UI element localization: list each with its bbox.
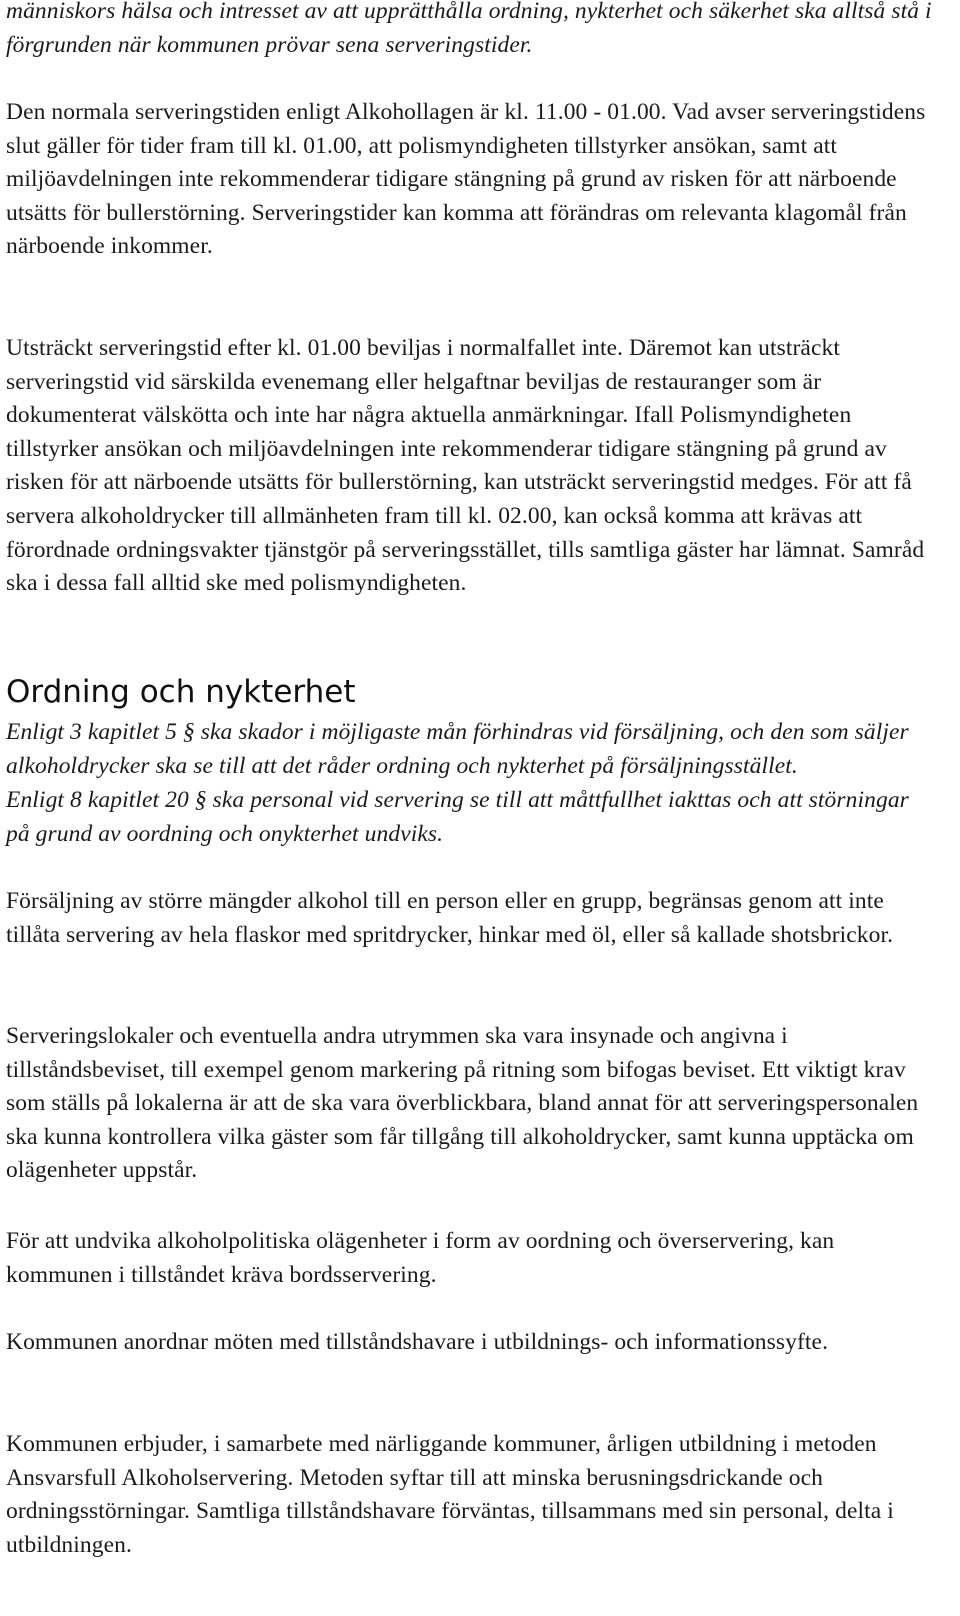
premises-section bbox=[6, 1020, 936, 1188]
normal-serving-time-section bbox=[6, 96, 936, 264]
training-section bbox=[6, 1428, 936, 1562]
extended-serving-time-section bbox=[6, 332, 936, 601]
premises-paragraph: Serveringslokaler och eventuella andra utrymmen ska vara insynade och angivna i tillståndsbeviset, till exempel genom markering på ritning som bifogas beviset. Ett viktigt krav som ställs på lokalerna är att de ska vara överblickbara, bland annat för att serveringspersonalen ska kunna kontrollera vilka gäster som får tillgång till alkoholdrycker, samt kunna upptäcka om olägenheter uppstår. bbox=[6, 1023, 919, 1184]
meetings-paragraph: Kommunen anordnar möten med tillståndshavare i utbildnings- och informationssyfte. bbox=[6, 1329, 829, 1355]
law-quote-chapter-8: Enligt 8 kapitlet 20 § ska personal vid servering se till att måttfullhet iakttas och att störningar på grund av oordning och onykterhet undviks. bbox=[6, 787, 909, 847]
large-quantities-paragraph: Försäljning av större mängder alkohol till en person eller en grupp, begränsas genom att inte tillåta servering av hela flaskor med spritdrycker, hinkar med öl, eller så kallade shotsbrickor. bbox=[6, 888, 894, 948]
intro-tail-paragraph: människors hälsa och intresset av att upprätthålla ordning, nykterhet och säkerhet ska alltså stå i förgrunden när kommunen prövar sena serveringstider. bbox=[6, 0, 932, 58]
extended-serving-time-paragraph: Utsträckt serveringstid efter kl. 01.00 beviljas i normalfallet inte. Däremot kan utsträckt serveringstid vid särskilda evenemang eller helgaftnar beviljas de restauranger som är dokumenterat välskötta och inte har några aktuella anmärkningar. Ifall Polismyndigheten tillstyrker ansökan och miljöavdelningen inte rekommenderar tidigare stängning på grund av risken för att närboende utsätts för bullerstörning, kan utsträckt serveringstid medges. För att få servera alkoholdrycker till allmänheten fram till kl. 02.00, kan också komma att krävas att förordnade ordningsvakter tjänstgör på serveringsstället, tills samtliga gäster har lämnat. Samråd ska i dessa fall alltid ske med polismyndigheten. bbox=[6, 335, 925, 597]
normal-serving-time-paragraph: Den normala serveringstiden enligt Alkohollagen är kl. 11.00 - 01.00. Vad avser serveringstidens slut gäller för tider fram till kl. 01.00, att polismyndigheten tillstyrker ansökan, samt att miljöavdelningen inte rekommenderar tidigare stängning på grund av risken för att närboende utsätts för bullerstörning. Serveringstider kan komma att förändras om relevanta klagomål från närboende inkommer. bbox=[6, 99, 926, 260]
law-quote-chapter-3: Enligt 3 kapitlet 5 § ska skador i möjligaste mån förhindras vid försäljning, och den som säljer alkoholdrycker ska se till att det råder ordning och nykterhet på försäljningsstället. bbox=[6, 719, 909, 779]
meetings-section bbox=[6, 1326, 936, 1360]
law-quotes bbox=[6, 715, 936, 851]
table-service-section bbox=[6, 1225, 936, 1292]
training-paragraph: Kommunen erbjuder, i samarbete med närliggande kommuner, årligen utbildning i metoden Ansvarsfull Alkoholservering. Metoden syftar till att minska berusningsdrickande och ordningsstörningar. Samtliga tillståndshavare förväntas, tillsammans med sin personal, delta i utbildningen. bbox=[6, 1431, 894, 1558]
order-sobriety-section bbox=[6, 672, 936, 851]
large-quantities-section bbox=[6, 885, 936, 952]
table-service-paragraph: För att undvika alkoholpolitiska olägenheter i form av oordning och överservering, kan kommunen i tillståndet kräva bordsservering. bbox=[6, 1228, 835, 1288]
section-heading: Ordning och nykterhet bbox=[6, 674, 356, 710]
